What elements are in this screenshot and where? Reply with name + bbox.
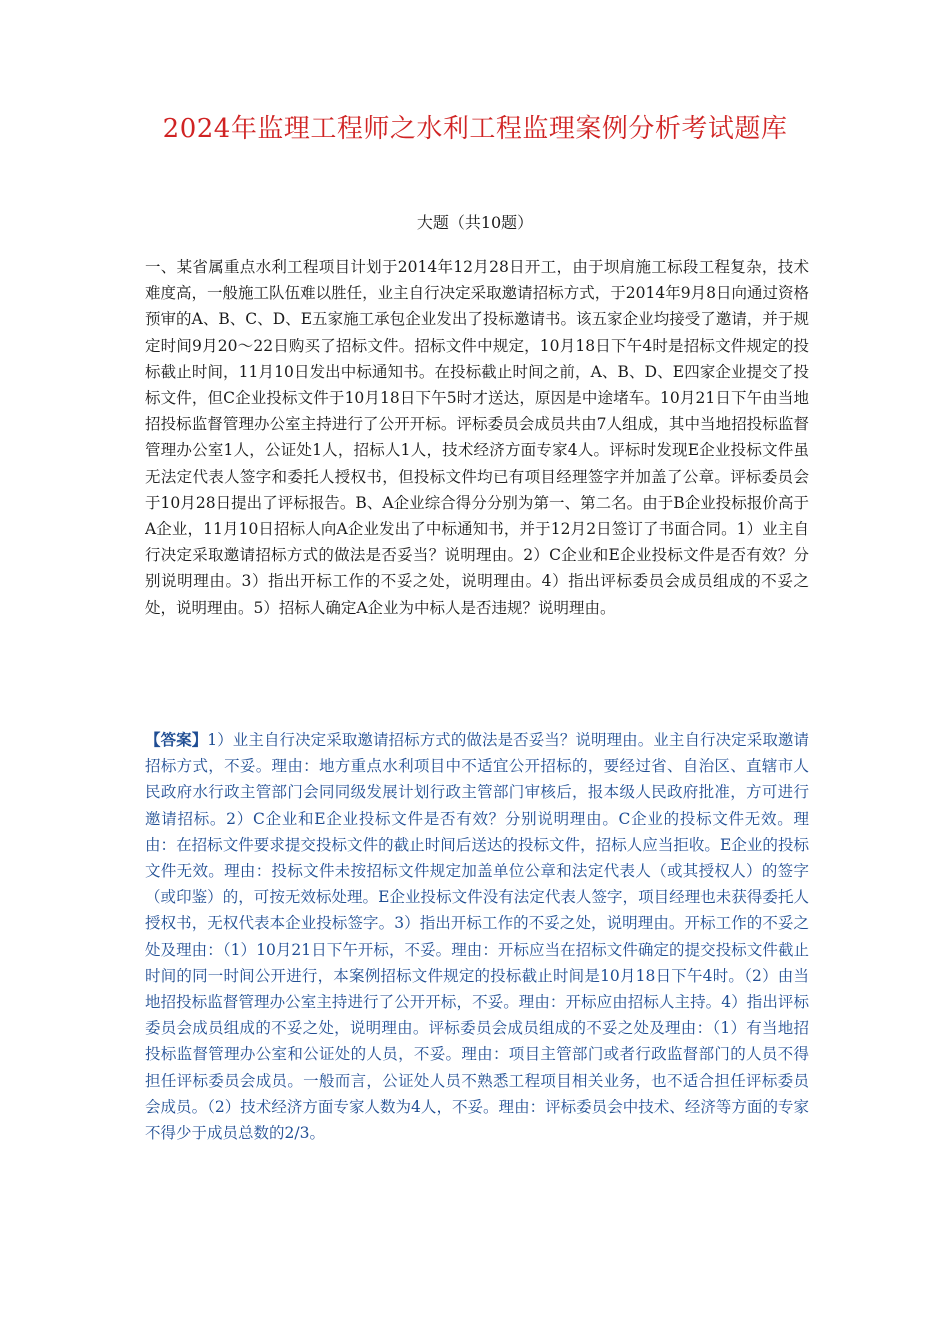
- answer-tag: 【答案】: [145, 730, 208, 749]
- section-heading: 大题（共10题）: [416, 213, 534, 232]
- document-title: 2024年监理工程师之水利工程监理案例分析考试题库: [162, 114, 788, 144]
- answer-text: 1）业主自行决定采取邀请招标方式的做法是否妥当？说明理由。业主自行决定采取邀请招标方式，不妥。理由：地方重点水利项目中不适宜公开招标的，要经过省、自治区、直辖市人民政府水行政主管部门会同同级发展计划行政主管部门审核后，报本级人民政府批准，方可进行邀请招标。2）C企业和E企业投标文件是否有效？分别说明理由。C企业的投标文件无效。理由：在招标文件要求提交投标文件的截止时间后送达的投标文件，招标人应当拒收。E企业的投标文件无效。理由：投标文件未按招标文件规定加盖单位公章和法定代表人（或其授权人）的签字（或印鉴）的，可按无效标处理。E企业投标文件没有法定代表人签字，项目经理也未获得委托人授权书，无权代表本企业投标签字。3）指出开标工作的不妥之处，说明理由。开标工作的不妥之处及理由：（1）10月21日下午开标，不妥。理由：开标应当在招标文件确定的提交投标文件截止时间的同一时间公开进行，本案例招标文件规定的投标截止时间是10月18日下午4时。（2）由当地招投标监督管理办公室主持进行了公开开标，不妥。理由：开标应由招标人主持。4）指出评标委员会成员组成的不妥之处，说明理由。评标委员会成员组成的不妥之处及理由：（1）有当地招投标监督管理办公室和公证处的人员，不妥。理由：项目主管部门或者行政监督部门的人员不得担任评标委员会成员。一般而言，公证处人员不熟悉工程项目相关业务，也不适合担任评标委员会成员。（2）技术经济方面专家人数为4人，不妥。理由：评标委员会中技术、经济等方面的专家不得少于成员总数的2/3。: [145, 731, 809, 1143]
- answer-block: [145, 727, 809, 1146]
- question-text: 一、某省属重点水利工程项目计划于2014年12月28日开工，由于坝肩施工标段工程复杂，技术难度高，一般施工队伍难以胜任，业主自行决定采取邀请招标方式，于2014年9月8日向通过资格预审的A、B、C、D、E五家施工承包企业发出了投标邀请书。该五家企业均接受了邀请，并于规定时间9月20～22日购买了招标文件。招标文件中规定，10月18日下午4时是招标文件规定的投标截止时间，11月10日发出中标通知书。在投标截止时间之前，A、B、D、E四家企业提交了投标文件，但C企业投标文件于10月18日下午5时才送达，原因是中途堵车。10月21日下午由当地招投标监督管理办公室主持进行了公开开标。评标委员会成员共由7人组成，其中当地招投标监督管理办公室1人，公证处1人，招标人1人，技术经济方面专家4人。评标时发现E企业投标文件虽无法定代表人签字和委托人授权书，但投标文件均已有项目经理签字并加盖了公章。评标委员会于10月28日提出了评标报告。B、A企业综合得分分别为第一、第二名。由于B企业投标报价高于A企业，11月10日招标人向A企业发出了中标通知书，并于12月2日签订了书面合同。1）业主自行决定采取邀请招标方式的做法是否妥当？说明理由。2）C企业和E企业投标文件是否有效？分别说明理由。3）指出开标工作的不妥之处，说明理由。4）指出评标委员会成员组成的不妥之处，说明理由。5）招标人确定A企业为中标人是否违规？说明理由。: [145, 258, 809, 617]
